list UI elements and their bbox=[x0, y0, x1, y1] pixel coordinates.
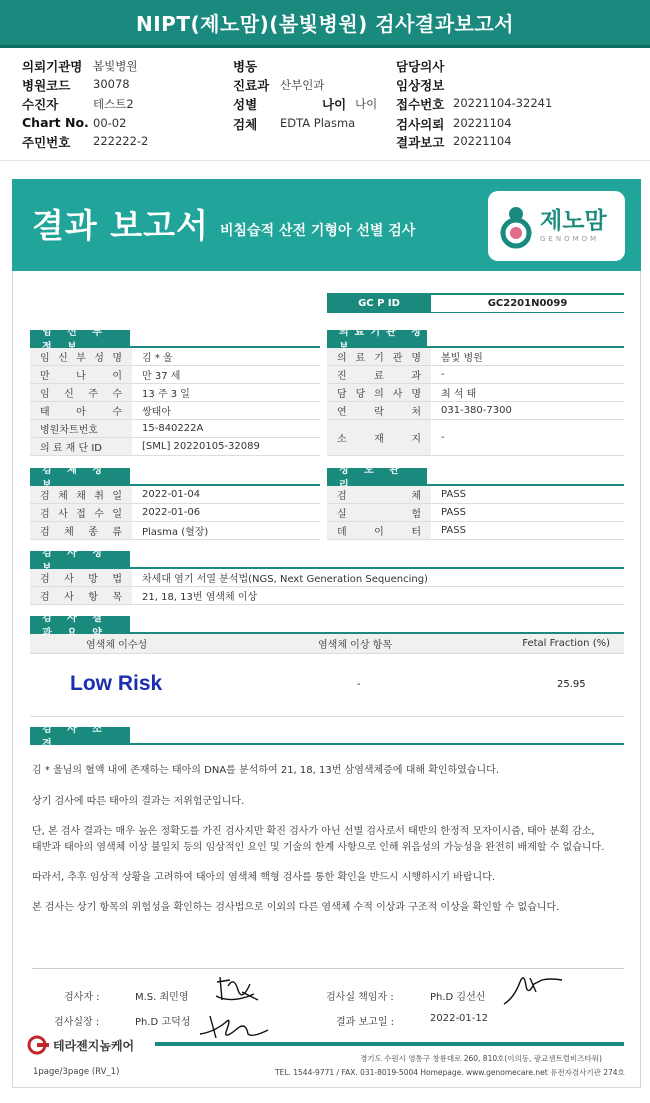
row-label-char: 종 bbox=[88, 527, 98, 538]
row-label-char: 부 bbox=[76, 353, 86, 364]
finding-paragraph: 단, 본 검사 결과는 매우 높은 정확도를 가진 검사지만 확진 검사가 아닌 선별 검사로서 태반의 한정적 모자이시즘, 태아 분획 감소, bbox=[32, 826, 595, 837]
tester-label: 검사자 : bbox=[64, 992, 100, 1003]
row-label bbox=[327, 402, 431, 419]
row-label-char: 태 bbox=[40, 407, 50, 418]
qc-title: 정 도 관 bbox=[327, 468, 427, 484]
row-label-char: 재 bbox=[374, 434, 384, 445]
row-label-char: 접 bbox=[76, 509, 86, 520]
hdr-label: 담당의사 bbox=[396, 59, 445, 74]
report-date: 2022-01-12 bbox=[430, 1013, 489, 1024]
specimen-info-section bbox=[30, 465, 320, 540]
row-label bbox=[30, 504, 132, 521]
row-label-char: 당 bbox=[355, 389, 366, 400]
manager-name: Ph.D 김선신 bbox=[430, 992, 486, 1003]
row-label-char: 나 bbox=[76, 371, 86, 382]
row-label-char: 의 료 재 단 ID bbox=[40, 443, 103, 454]
row-label-char: 항 bbox=[88, 592, 98, 603]
row-value: Plasma (혈장) bbox=[142, 527, 209, 538]
summary-header-row bbox=[30, 634, 624, 654]
row-value: 쌍태아 bbox=[142, 407, 171, 418]
report-date-label: 결과 보고일 : bbox=[336, 1017, 395, 1028]
row-value: PASS bbox=[441, 507, 466, 518]
row-value: 만 37 세 bbox=[142, 371, 181, 382]
summary-col-ff: Fetal Fraction (%) bbox=[522, 638, 610, 649]
row-label-char: 검 bbox=[40, 527, 50, 538]
info-row bbox=[30, 587, 624, 605]
row-label-char: 명 bbox=[411, 389, 421, 400]
finding-paragraph: 따라서, 추후 임상적 상황을 고려하여 태아의 염색체 핵형 검사를 통한 확인을 반드시 시행하시기 바랍니다. bbox=[32, 872, 496, 883]
hdr-label: 접수번호 bbox=[396, 97, 445, 112]
hdr-value: 봄빛병원 bbox=[93, 59, 138, 73]
row-label-char: 지 bbox=[411, 434, 421, 445]
finding-paragraph: 본 검사는 상기 항목의 위험성을 확인하는 검사법으로 이외의 다른 염색체 수적 이상과 구조적 이상을 확인할 수 없습니다. bbox=[32, 902, 560, 913]
row-value: 21, 18, 13번 염색체 이상 bbox=[142, 592, 258, 603]
findings-title: 검 사 소 bbox=[30, 727, 130, 743]
info-row bbox=[30, 522, 320, 540]
signoff-divider bbox=[32, 968, 624, 969]
banner-subtitle: 비침습적 산전 기형아 선별 검사 bbox=[220, 223, 416, 239]
row-value: - bbox=[441, 369, 445, 380]
head-name: Ph.D 고덕성 bbox=[135, 1017, 191, 1028]
terragen-logo-icon bbox=[27, 1035, 51, 1055]
row-label bbox=[327, 486, 431, 503]
divider bbox=[0, 160, 650, 161]
row-label-char: 체 bbox=[411, 491, 421, 502]
row-label-char: 연 bbox=[337, 407, 347, 418]
row-label-char: 체 bbox=[64, 527, 74, 538]
hdr-value: EDTA Plasma bbox=[280, 116, 356, 130]
row-value: 2022-01-04 bbox=[142, 489, 201, 500]
risk-result: Low Risk bbox=[70, 672, 163, 695]
row-label-char: 기 bbox=[374, 353, 384, 364]
hdr-label: 주민번호 bbox=[22, 135, 71, 150]
head-signature bbox=[196, 1008, 276, 1044]
company-contact: TEL. 1544-9771 / FAX. 031-8019-5004 Homepage. www.genomecare.net 유전자검사기관 274호 bbox=[275, 1068, 625, 1077]
hdr-label: 성별 bbox=[233, 97, 258, 112]
hdr-label: 결과보고 bbox=[396, 135, 445, 150]
tester-name: M.S. 최민영 bbox=[135, 992, 189, 1003]
row-label bbox=[327, 504, 431, 521]
row-label bbox=[30, 486, 132, 503]
row-label-char: 이 bbox=[374, 527, 384, 538]
row-label-char: 법 bbox=[112, 574, 122, 585]
row-label-char: 목 bbox=[112, 592, 122, 603]
row-label-char: 만 bbox=[40, 371, 50, 382]
genomom-logo-icon bbox=[498, 203, 534, 249]
logo-subtext: GENOMOM bbox=[540, 234, 600, 243]
row-value: [SML] 20220105-32089 bbox=[142, 441, 260, 452]
hdr-label: 진료과 bbox=[233, 78, 270, 93]
hdr-label: 나이 bbox=[322, 97, 347, 112]
specimen-title: 검 체 정 bbox=[30, 468, 130, 484]
hdr-value: 20221104-32241 bbox=[453, 96, 553, 110]
row-label bbox=[327, 384, 431, 401]
row-label-char: 검 bbox=[40, 509, 50, 520]
info-row bbox=[30, 348, 320, 366]
row-label-char: 실 bbox=[337, 509, 347, 520]
info-row bbox=[327, 384, 624, 402]
test-info-section bbox=[30, 548, 624, 605]
row-label-char: 데 bbox=[337, 527, 347, 538]
row-label-char: 처 bbox=[411, 407, 421, 418]
row-label-char: 일 bbox=[112, 509, 122, 520]
row-label bbox=[327, 348, 431, 365]
hdr-value: 테스트2 bbox=[93, 97, 134, 111]
row-value: PASS bbox=[441, 489, 466, 500]
hdr-label: 검사의뢰 bbox=[396, 117, 445, 132]
gcpid-bottomline bbox=[327, 312, 624, 313]
row-value: 13 주 3 일 bbox=[142, 389, 190, 400]
tester-signature bbox=[212, 972, 262, 1008]
test-title: 검 사 정 bbox=[30, 551, 130, 567]
row-label-char: 검 bbox=[40, 574, 50, 585]
info-row bbox=[327, 420, 624, 456]
report-title: NIPT(제노맘)(봄빛병원) 검사결과보고서 bbox=[0, 0, 650, 48]
row-label-char: 소 bbox=[337, 434, 347, 445]
row-label bbox=[30, 420, 132, 437]
row-label-char: 사 bbox=[64, 592, 74, 603]
hdr-label: 병원코드 bbox=[22, 78, 71, 93]
row-label-char: 사 bbox=[58, 509, 68, 520]
row-value: 2022-01-06 bbox=[142, 507, 201, 518]
footer-bar bbox=[155, 1042, 624, 1046]
row-label-char: 검 bbox=[40, 491, 50, 502]
row-value: 김 * 울 bbox=[142, 353, 173, 364]
hdr-label: Chart No. bbox=[22, 115, 89, 130]
gcpid-label: GC P ID bbox=[327, 295, 431, 312]
row-label-char: 신 bbox=[64, 389, 74, 400]
findings-section bbox=[30, 724, 624, 745]
row-value: 차세대 염기 서열 분석법(NGS, Next Generation Sequencing) bbox=[142, 574, 428, 585]
info-row bbox=[327, 522, 624, 540]
pregnant-info-section bbox=[30, 327, 320, 456]
hdr-value: 산부인과 bbox=[280, 78, 325, 92]
hdr-value: 30078 bbox=[93, 77, 130, 91]
head-label: 검사실장 : bbox=[54, 1017, 100, 1028]
summary-col-abnormality: 염색체 이상 항목 bbox=[318, 640, 392, 651]
row-value: - bbox=[441, 432, 445, 443]
row-label bbox=[327, 522, 431, 539]
info-row bbox=[30, 366, 320, 384]
row-label-char: 료 bbox=[355, 353, 366, 364]
row-label-char: 임 bbox=[40, 389, 50, 400]
row-label-char: 사 bbox=[392, 389, 403, 400]
row-label-char: 주 bbox=[88, 389, 98, 400]
row-label-char: 성 bbox=[94, 353, 104, 364]
institution-info-section bbox=[327, 327, 624, 456]
row-label-char: 취 bbox=[94, 491, 104, 502]
row-value: 15-840222A bbox=[142, 423, 204, 434]
row-label bbox=[30, 366, 132, 383]
info-row bbox=[327, 366, 624, 384]
row-value: 봄빛 병원 bbox=[441, 353, 483, 364]
hdr-label: 검체 bbox=[233, 117, 258, 132]
row-value: 최 석 태 bbox=[441, 389, 477, 400]
row-label-char: 사 bbox=[64, 574, 74, 585]
qc-section bbox=[327, 465, 624, 540]
info-row bbox=[30, 486, 320, 504]
banner-title: 결과 보고서 bbox=[32, 206, 209, 245]
row-label bbox=[30, 348, 132, 365]
abnormality-value: - bbox=[357, 679, 361, 690]
row-label-char: 아 bbox=[76, 407, 86, 418]
row-value: PASS bbox=[441, 525, 466, 536]
row-label-char: 수 bbox=[112, 389, 122, 400]
summary-section bbox=[30, 613, 624, 654]
info-row bbox=[30, 504, 320, 522]
row-label-char: 터 bbox=[411, 527, 421, 538]
row-value: 031-380-7300 bbox=[441, 405, 512, 416]
hdr-value: 나이 bbox=[355, 97, 378, 111]
info-row bbox=[30, 438, 320, 456]
hdr-value: 20221104 bbox=[453, 134, 512, 148]
fetal-fraction-value: 25.95 bbox=[557, 679, 586, 690]
row-label-char: 의 bbox=[337, 353, 347, 364]
row-label-char: 과 bbox=[411, 371, 421, 382]
hdr-label: 임상정보 bbox=[396, 78, 445, 93]
info-row bbox=[30, 420, 320, 438]
row-label bbox=[30, 522, 132, 539]
hdr-value: 00-02 bbox=[93, 116, 127, 130]
hdr-label: 병동 bbox=[233, 59, 258, 74]
info-row bbox=[30, 384, 320, 402]
hdr-value: 20221104 bbox=[453, 116, 512, 130]
finding-paragraph: 상기 검사에 따른 태아의 결과는 저위험군입니다. bbox=[32, 796, 245, 807]
row-label-char: 임 bbox=[40, 353, 50, 364]
manager-label: 검사실 책임자 : bbox=[326, 992, 394, 1003]
row-label-char: 병원차트번호 bbox=[40, 425, 98, 436]
row-label-char: 락 bbox=[374, 407, 384, 418]
company-address: 경기도 수원시 영통구 창룡대로 260, 810호(이의동, 광교센트럴비즈타워) bbox=[360, 1054, 602, 1063]
company-name: 테라젠지놈케어 bbox=[53, 1039, 135, 1053]
manager-signature bbox=[500, 970, 570, 1010]
row-label-char: 일 bbox=[112, 491, 122, 502]
row-label-char: 체 bbox=[58, 491, 68, 502]
page-indicator: 1page/3page (RV_1) bbox=[33, 1067, 120, 1077]
row-label-char: 진 bbox=[337, 371, 347, 382]
row-label bbox=[327, 420, 431, 455]
row-label-char: 방 bbox=[88, 574, 98, 585]
summary-col-aneuploidy: 염색체 이수성 bbox=[86, 640, 148, 651]
row-label-char: 담 bbox=[337, 389, 347, 400]
row-label-char: 검 bbox=[40, 592, 50, 603]
row-label-char: 류 bbox=[112, 527, 122, 538]
info-row bbox=[327, 504, 624, 522]
info-row bbox=[327, 348, 624, 366]
finding-paragraph: 태반과 태아의 염색체 이상 불일치 등의 임상적인 요인 및 기술의 한계 사항으로 인해 위음성의 가능성을 완전히 배제할 수 없습니다. bbox=[32, 842, 605, 853]
row-label-char: 료 bbox=[374, 371, 384, 382]
info-row bbox=[327, 486, 624, 504]
pregnant-title: 임 신 부 bbox=[30, 330, 130, 346]
hdr-label: 의뢰기관명 bbox=[22, 59, 83, 74]
row-label-char: 채 bbox=[76, 491, 86, 502]
hdr-label: 수진자 bbox=[22, 97, 59, 112]
row-label-char: 험 bbox=[411, 509, 421, 520]
row-label bbox=[30, 438, 132, 455]
info-row bbox=[30, 569, 624, 587]
logo-text: 제노맘 bbox=[540, 207, 607, 234]
row-label-char: 명 bbox=[411, 353, 421, 364]
row-label-char: 신 bbox=[58, 353, 68, 364]
summary-bottom-line bbox=[30, 716, 624, 717]
info-row bbox=[30, 402, 320, 420]
row-label bbox=[30, 402, 132, 419]
summary-title: 검 사 결 bbox=[30, 616, 130, 632]
info-row bbox=[327, 402, 624, 420]
row-label-char: 수 bbox=[94, 509, 104, 520]
gcpid-value: GC2201N0099 bbox=[487, 298, 568, 309]
row-label bbox=[30, 569, 132, 586]
row-label-char: 명 bbox=[112, 353, 122, 364]
row-label-char: 관 bbox=[392, 353, 403, 364]
row-label bbox=[30, 587, 132, 604]
row-label bbox=[327, 366, 431, 383]
row-label-char: 수 bbox=[112, 407, 122, 418]
row-label-char: 의 bbox=[374, 389, 384, 400]
row-label-char: 검 bbox=[337, 491, 347, 502]
genomom-logo bbox=[488, 191, 625, 261]
hdr-value: 222222-2 bbox=[93, 134, 149, 148]
row-label-char: 이 bbox=[112, 371, 122, 382]
finding-paragraph: 김 * 울님의 혈액 내에 존재하는 태아의 DNA를 분석하여 21, 18, 13번 삼염색체증에 대해 확인하였습니다. bbox=[32, 765, 499, 776]
institution-title: 의료기관 정 bbox=[327, 330, 427, 346]
row-label bbox=[30, 384, 132, 401]
